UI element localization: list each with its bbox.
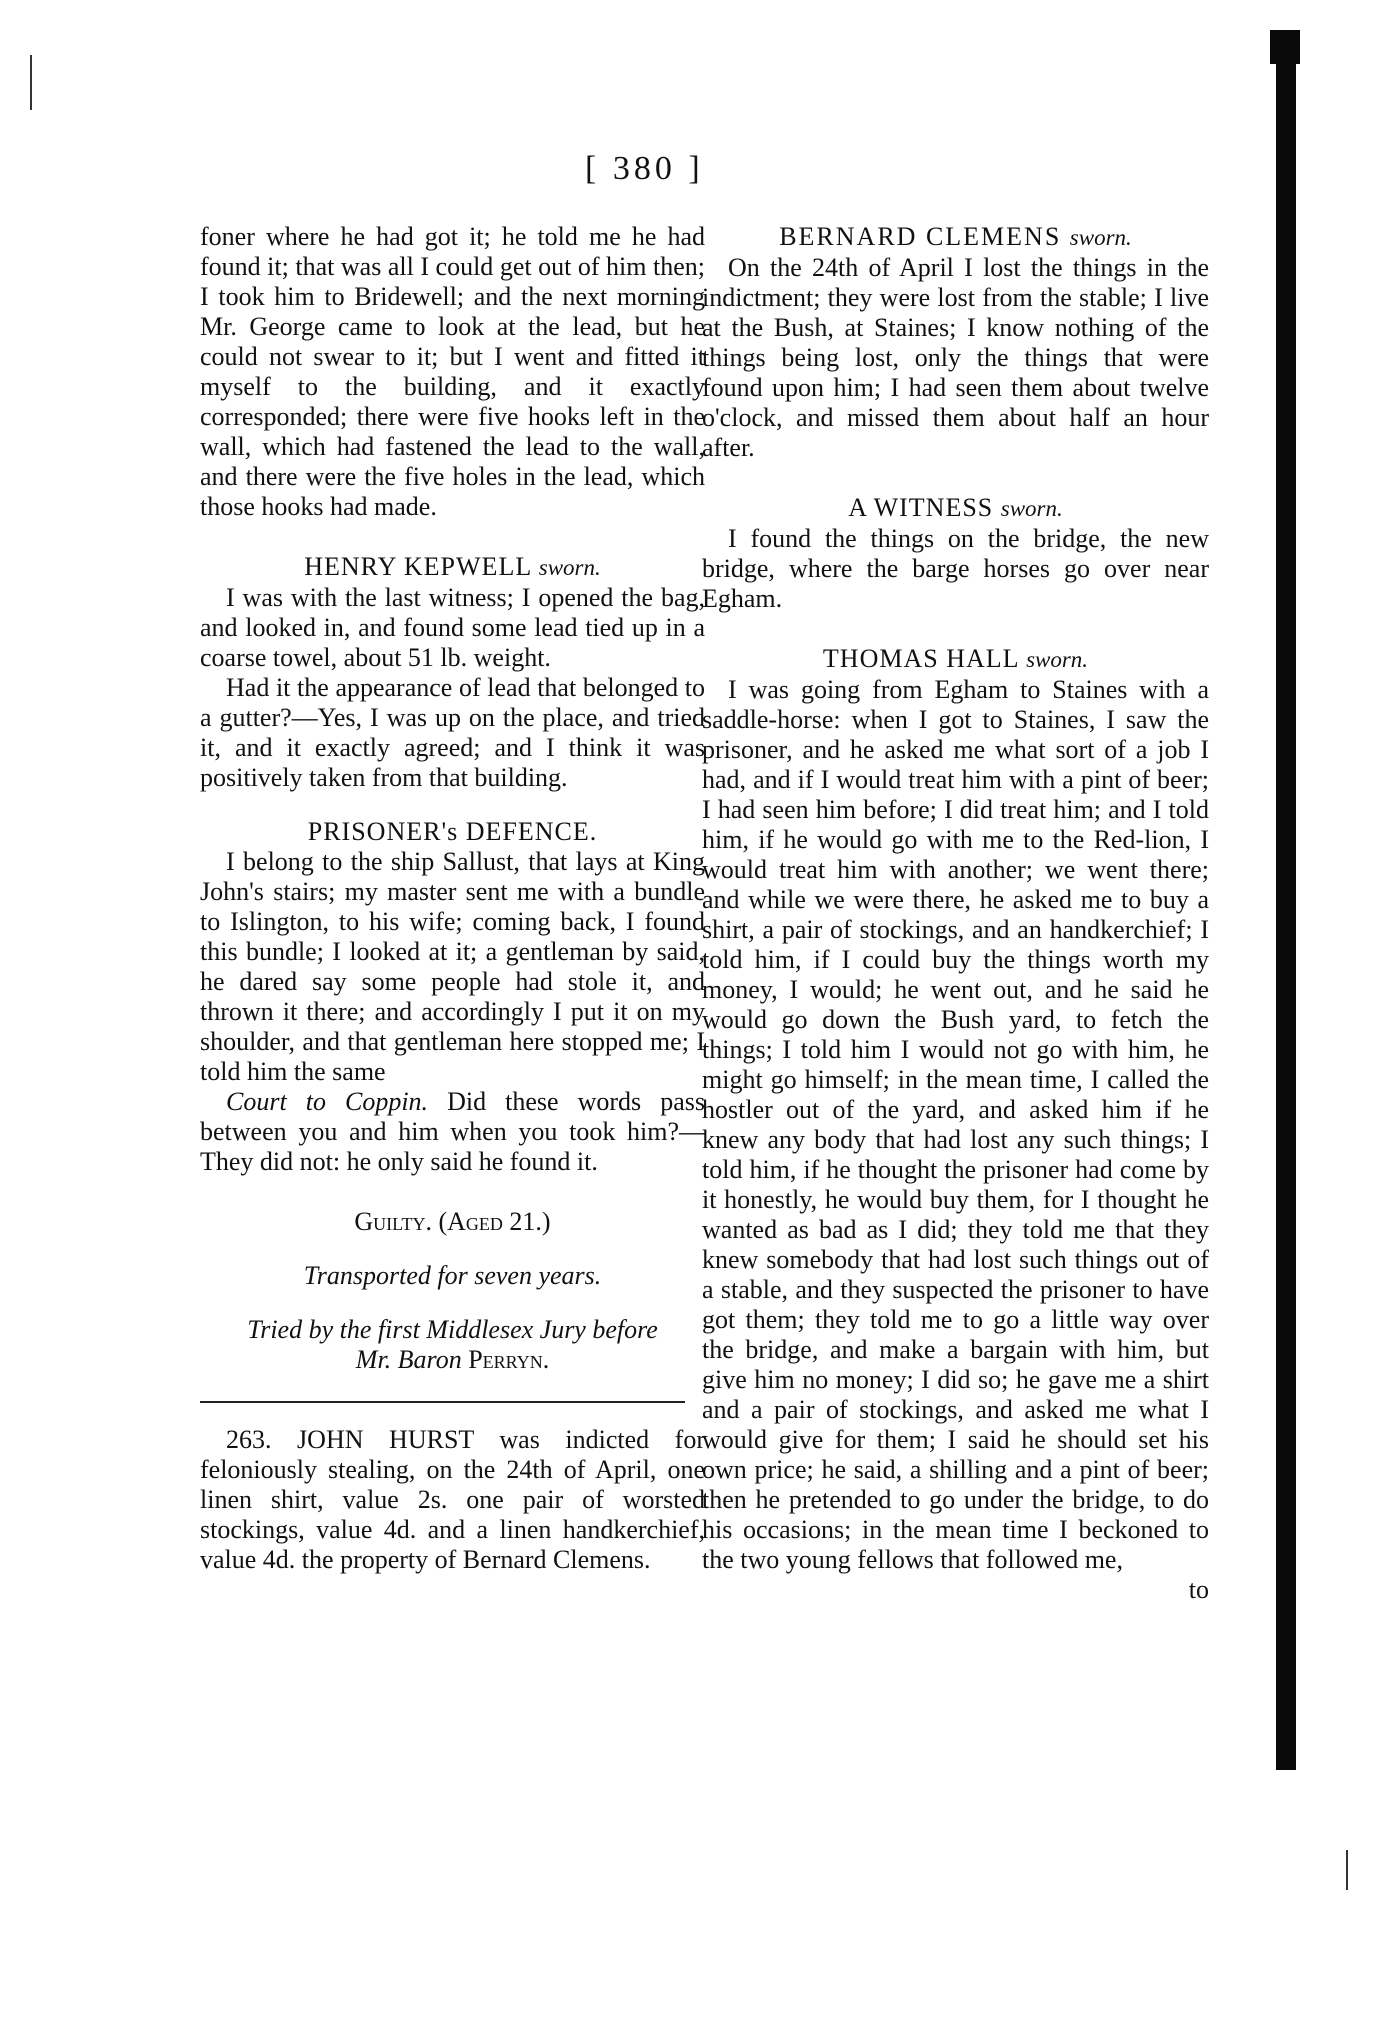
heading-sworn: sworn. — [1026, 647, 1089, 672]
left-paragraph-6: 263. JOHN HURST was indicted for feloniously stealing, on the 24th of April, one linen shirt, value 2s. one pair of worsted stockings, value 4d. and a linen handkerchief, value 4d. the property of Bernard Clemens. — [200, 1425, 705, 1574]
sentence: Transported for seven years. — [303, 1261, 602, 1290]
heading-sworn: sworn. — [538, 555, 601, 580]
heading-name: BERNARD CLEMENS — [779, 222, 1062, 251]
heading-sworn: sworn. — [1069, 225, 1132, 250]
left-paragraph-3: Had it the appearance of lead that belonged to a gutter?—Yes, I was up on the place, and tried it, and it exactly agreed; and I think it was positively taken from that building. — [200, 673, 705, 792]
court-question: Did these words pass between you and him when you took him?—They did not: he only said he found it. — [200, 1087, 705, 1176]
heading-name: A WITNESS — [848, 493, 994, 522]
heading-henry-kepwell — [200, 552, 705, 583]
right-paragraph-3: I was going from Egham to Staines with a saddle-horse: when I got to Staines, I saw the prisoner, and he asked me what sort of a job I had, and if I would treat him with a pint of beer; I had seen him before; I did treat him; and I told him, if he would go with me to the Red-lion, I would treat him with another; we went there; and while we were there, he asked me to buy a shirt, a pair of stockings, and an handkerchief; I told him, if I could buy the things worth my money, I would; he went out, and he said he would go down the Bush yard, to fetch the things; I told him I would not go with him, he might go himself; in the mean time, I called the hostler out of the yard, and asked him if he knew any body that had lost any such things; I told him, if he thought the prisoner had come by it honestly, he would buy them, for I thought he wanted as bad as I did; they told me that they knew somebody that had lost such things out of a stable, and they suspected the prisoner to have got them; they told me to go a little way over the bridge, and make a bargain with him, but give him no money; I did so; he gave me a shirt and a pair of stockings, and asked me what I would give for them; I said he should set his own price; he said, a shilling and a pint of beer; then he pretended to go under the bridge, to do his occasions; in the mean time I beckoned to the two young fellows that followed me, — [702, 675, 1209, 1574]
tried-by-line-1: Tried by the first Middlesex Jury before — [247, 1315, 658, 1344]
margin-mark — [1346, 1850, 1348, 1890]
heading-thomas-hall — [702, 644, 1209, 675]
catchword: to — [1188, 1575, 1209, 1604]
heading-name: THOMAS HALL — [822, 644, 1019, 673]
heading-sworn: sworn. — [1000, 496, 1063, 521]
court-to-coppin: Court to Coppin. — [226, 1087, 429, 1116]
heading-a-witness — [702, 493, 1209, 524]
heading-bernard-clemens — [702, 222, 1209, 253]
left-paragraph-5 — [200, 1087, 705, 1177]
left-paragraph-2: I was with the last witness; I opened the bag, and looked in, and found some lead tied up in a coarse towel, about 51 lb. weight. — [200, 583, 705, 672]
page-edge-shadow — [1276, 30, 1296, 1770]
heading-prisoners-defence: PRISONER's DEFENCE. — [307, 817, 598, 846]
page-number: [ 380 ] — [585, 150, 704, 187]
left-paragraph-4: I belong to the ship Sallust, that lays at King John's stairs; my master sent me with a bundle to Islington, to his wife; coming back, I found this bundle; I looked at it; a gentleman by said, he dared say some people had stole it, and thrown it there; and accordingly I put it on my shoulder, and that gentleman here stopped me; I told him the same — [200, 847, 705, 1086]
tried-by-line-2 — [200, 1345, 705, 1375]
section-divider — [200, 1401, 685, 1403]
verdict: Guilty. (Aged 21.) — [354, 1207, 551, 1236]
right-paragraph-2: I found the things on the bridge, the new bridge, where the barge horses go over near Egham. — [702, 524, 1209, 613]
right-paragraph-1: On the 24th of April I lost the things in the indictment; they were lost from the stable; I live at the Bush, at Staines; I know nothing of the things being lost, only the things that were found upon him; I had seen them about twelve o'clock, and missed them about half an hour after. — [702, 253, 1209, 462]
right-column — [702, 222, 1209, 1605]
page-edge-shadow-top — [1270, 30, 1300, 64]
left-column — [200, 222, 705, 1575]
mr-baron: Mr. Baron — [355, 1345, 462, 1374]
left-paragraph-1: foner where he had got it; he told me he had found it; that was all I could get out of him then; I took him to Bridewell; and the next morning Mr. George came to look at the lead, but he could not swear to it; but I went and fitted it myself to the building, and it exactly corresponded; there were five hooks left in the wall, which had fastened the lead to the wall, and there were the five holes in the lead, which those hooks had made. — [200, 222, 705, 521]
margin-mark — [30, 55, 32, 110]
heading-name: HENRY KEPWELL — [304, 552, 532, 581]
judge-name: Perryn. — [461, 1345, 550, 1374]
